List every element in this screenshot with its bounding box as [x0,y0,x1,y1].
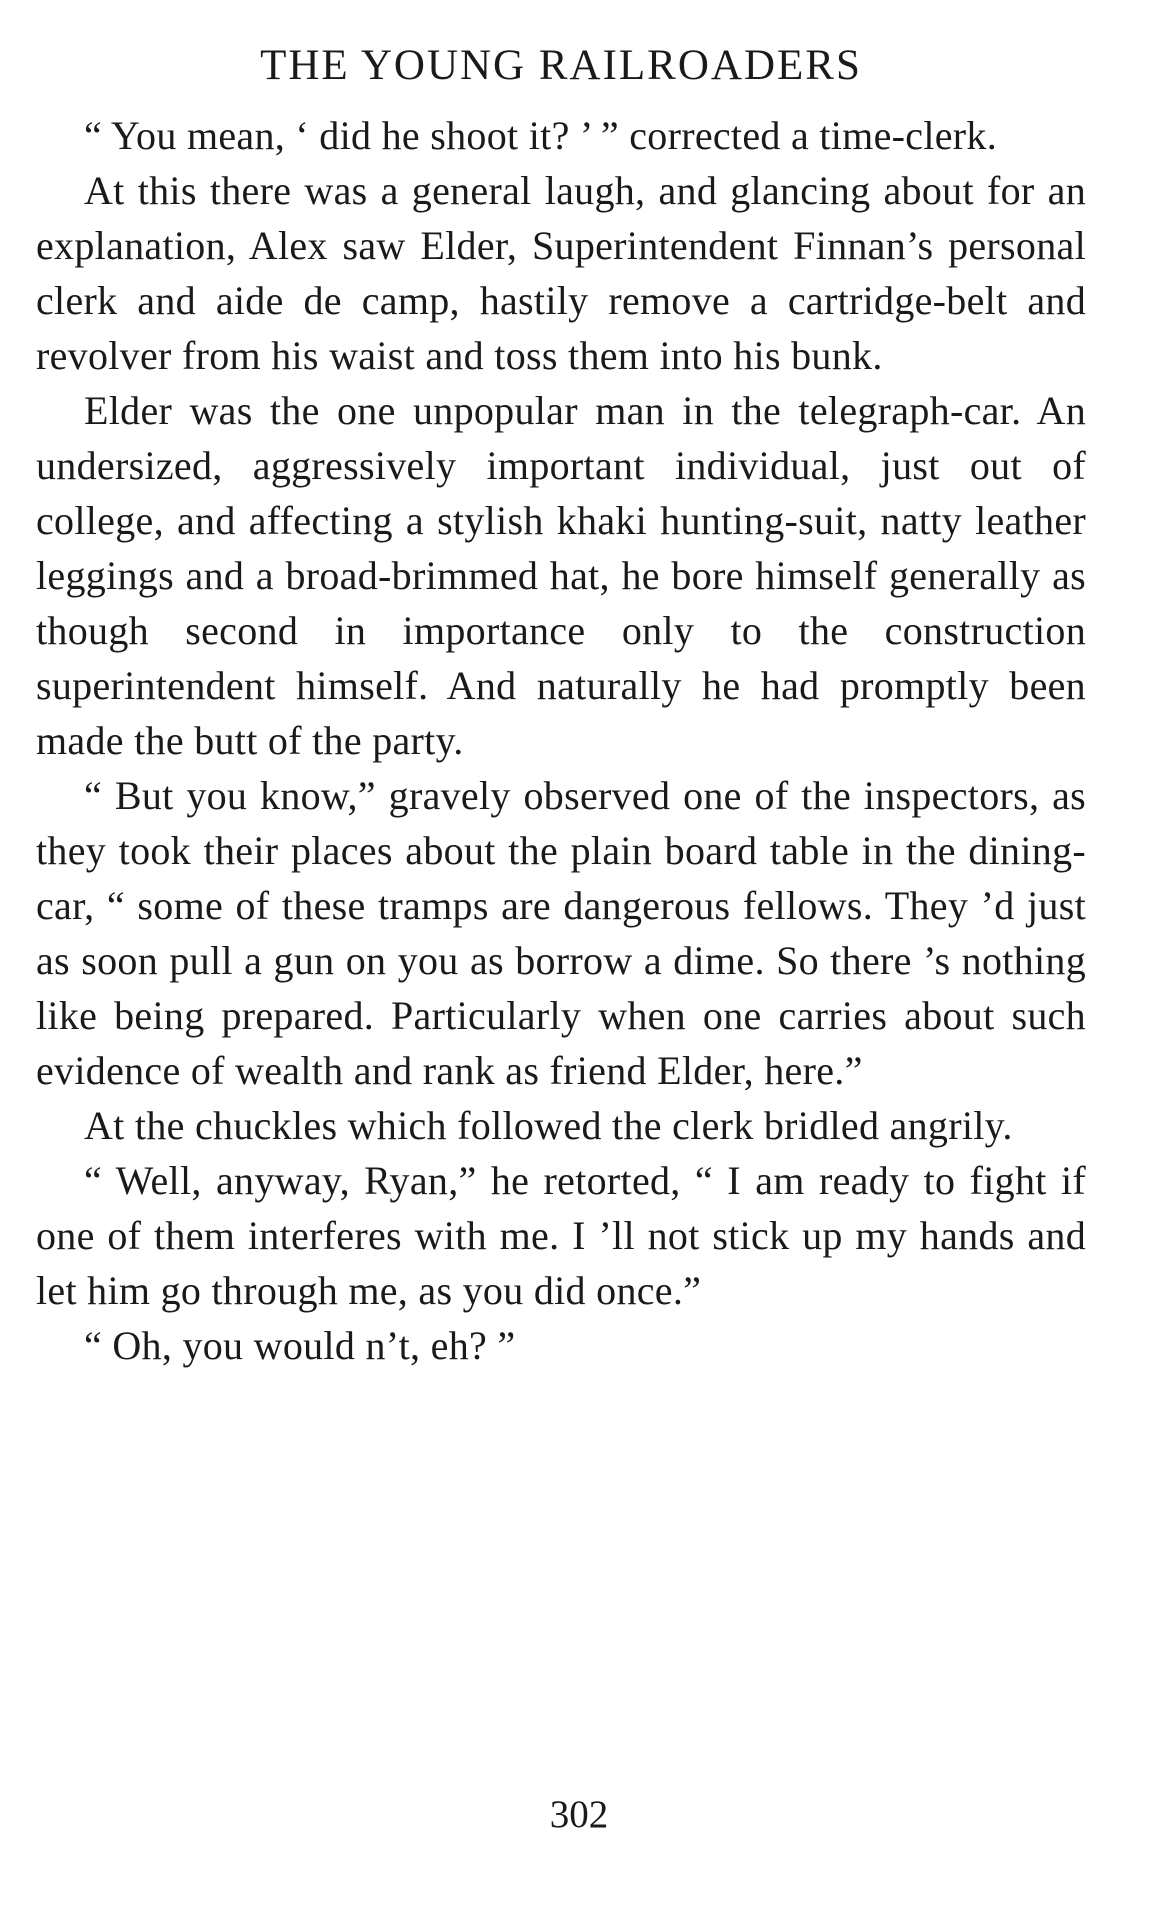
paragraph-4: “ But you know,” gravely observed one of the inspectors, as they took their places about the plain board table in the dining-car, “ some of these tramps are dangerous fellows. They ’d just as soon pull a gun on you as borrow a dime. So there ’s nothing like being prepared. Particularly when one carries about such evidence of wealth and rank as friend Elder, here.” [36,772,1086,1093]
book-page [36,40,1086,1373]
page-number: 302 [549,1793,609,1836]
paragraph-1: “ You mean, ‘ did he shoot it? ’ ” corrected a time-clerk. [84,112,998,158]
paragraph-3: Elder was the one unpopular man in the telegraph-car. An undersized, aggressively important individual, just out of college, and affecting a stylish khaki hunting-suit, natty leather leggings and a broad-brimmed hat, he bore himself generally as though second in importance only to the construction superintendent himself. And naturally he had promptly been made the butt of the party. [36,387,1086,763]
paragraph-7: “ Oh, you would n’t, eh? ” [84,1322,516,1368]
paragraph-5: At the chuckles which followed the clerk bridled angrily. [84,1102,1013,1148]
running-title: THE YOUNG RAILROADERS [260,42,862,89]
paragraph-6: “ Well, anyway, Ryan,” he retorted, “ I am ready to fight if one of them interferes with me. I ’ll not stick up my hands and let him go through me, as you did once.” [36,1157,1086,1313]
paragraph-2: At this there was a general laugh, and glancing about for an explanation, Alex saw Elder, Superintendent Finnan’s personal clerk and aide de camp, hastily remove a cartridge-belt and revolver from his waist and toss them into his bunk. [36,167,1086,378]
